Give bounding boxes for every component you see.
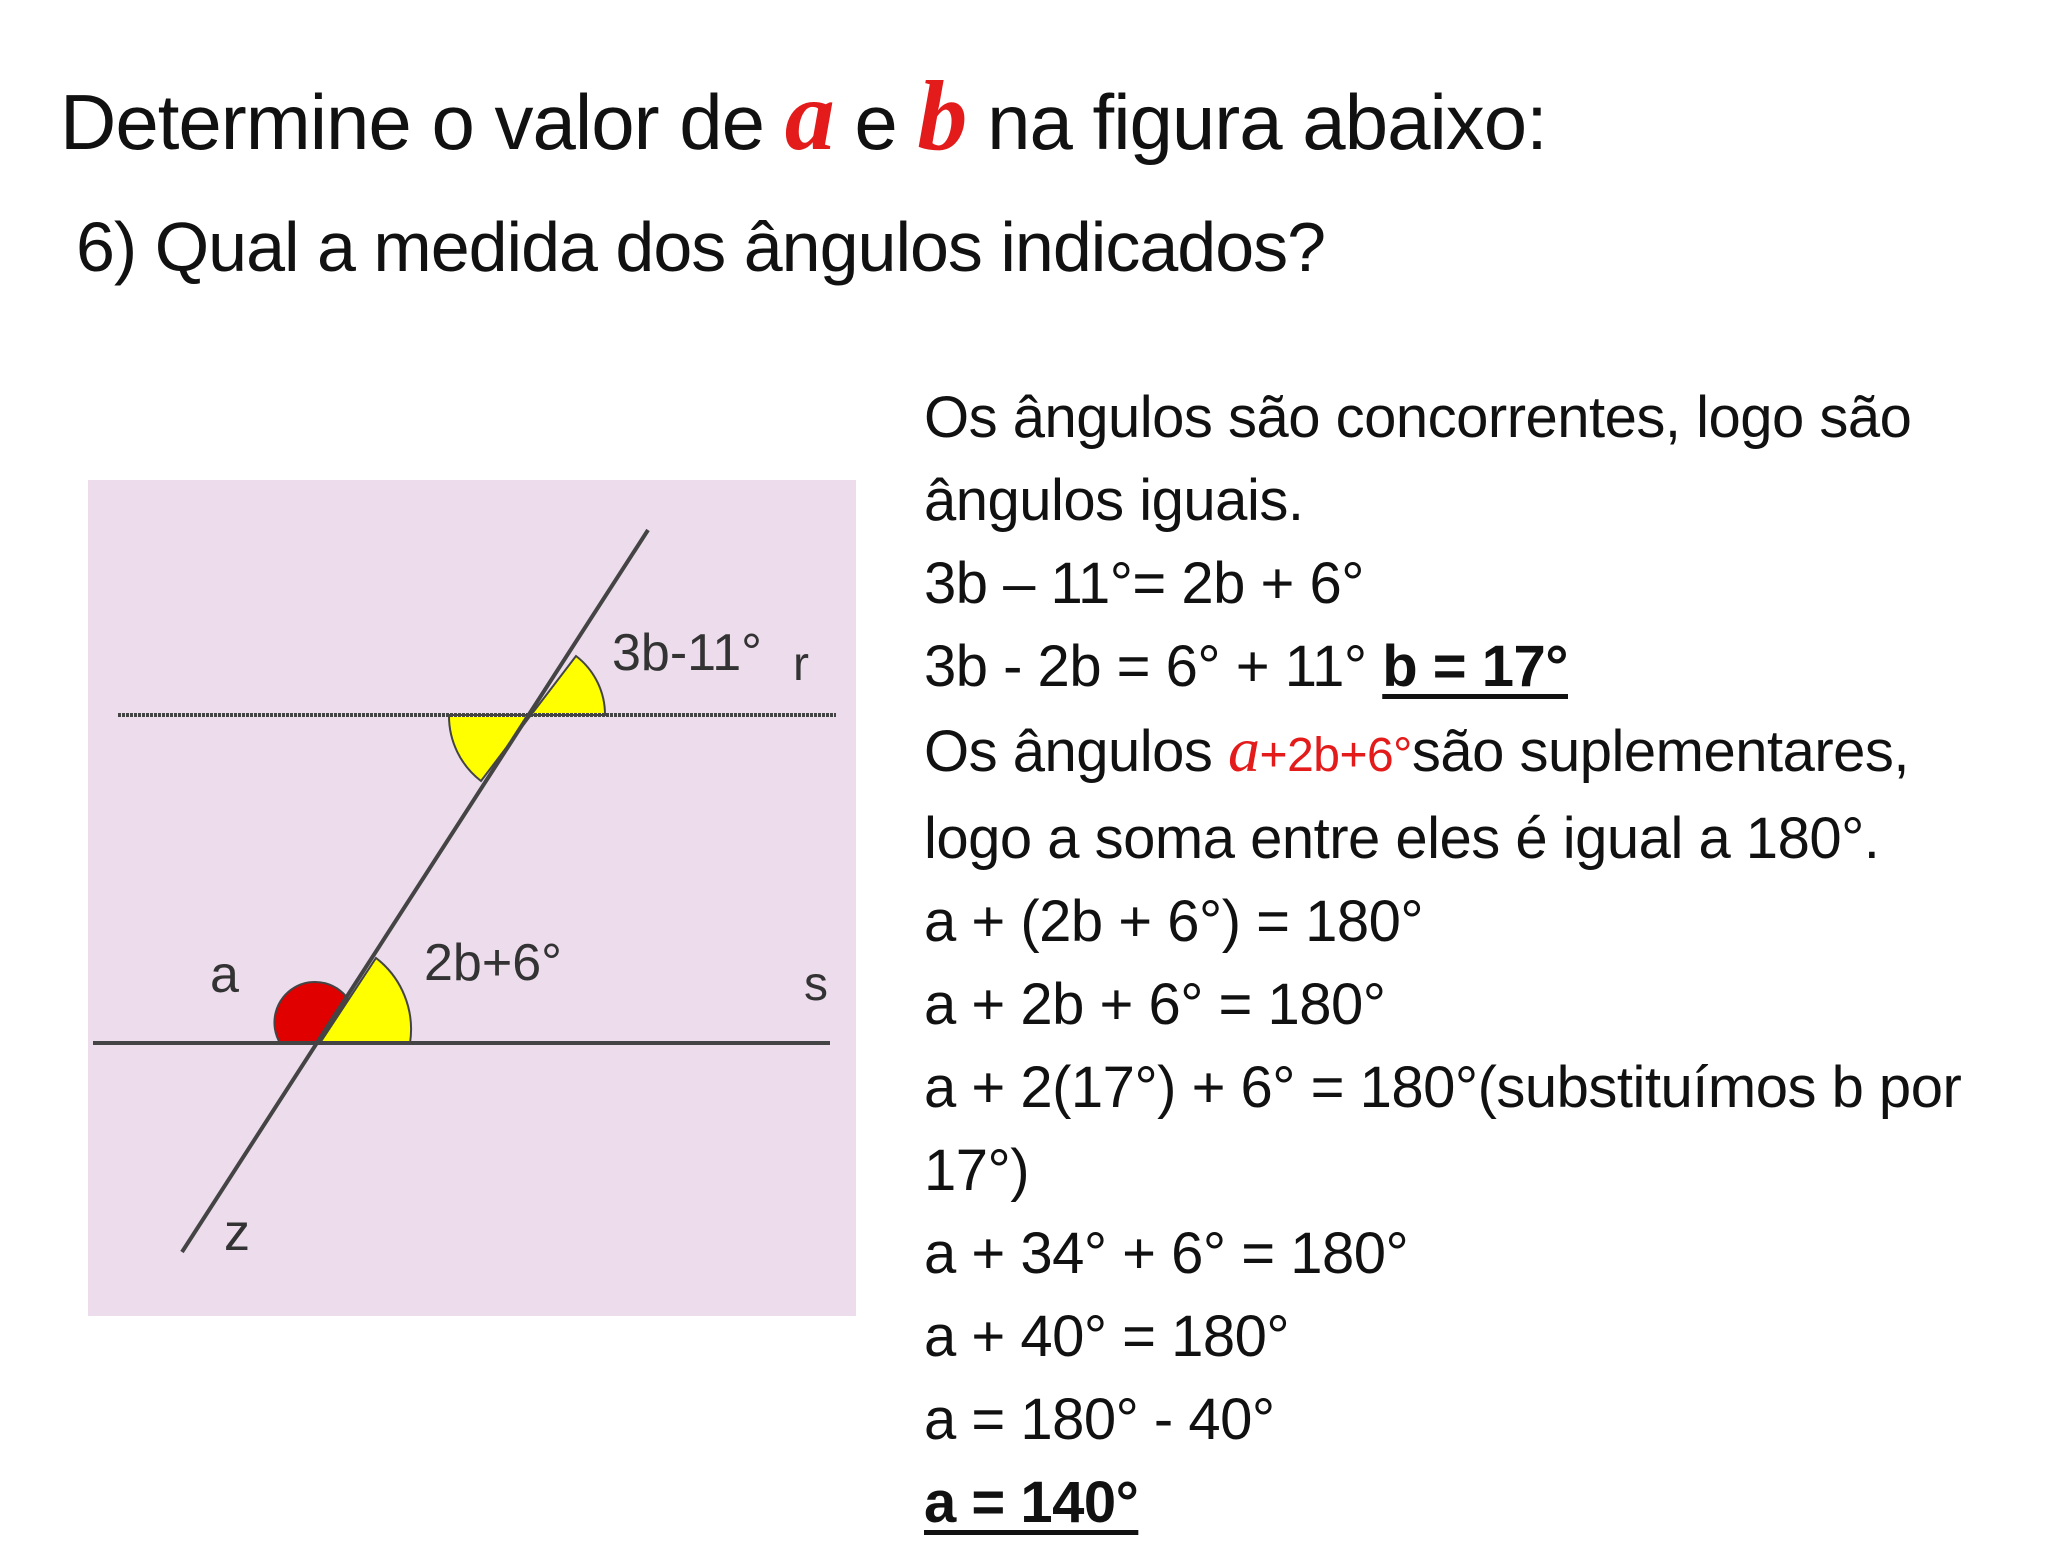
angle-top-sector — [531, 656, 605, 715]
title-variable-b: b — [917, 60, 967, 171]
solution-line-4-suffix: são suplementares, — [1411, 719, 1910, 784]
solution-line-3-equation: 3b - 2b = 6° + 11° — [924, 634, 1367, 699]
solution-line-4-variable: a — [1228, 714, 1260, 785]
solution-line-4-expression: +2b+6° — [1259, 729, 1412, 782]
label-angle-top: 3b-11° — [612, 624, 762, 682]
answer-a: a = 140° — [924, 1470, 1139, 1535]
solution-line-8: a + 2(17°) + 6° = 180°(substituímos b por 17°) — [924, 1055, 1962, 1203]
solution-text — [924, 376, 2034, 1544]
solution-line-2: 3b – 11°= 2b + 6° — [924, 551, 1364, 616]
solution-line-5: logo a soma entre eles é igual a 180°. — [924, 806, 1880, 871]
answer-b: b = 17° — [1382, 634, 1568, 699]
solution-line-4 — [924, 708, 2034, 797]
solution-answer-a — [924, 1461, 2034, 1544]
solution-line-11: a = 180° - 40° — [924, 1387, 1275, 1452]
figure-drawing — [88, 480, 856, 1316]
question-text: 6) Qual a medida dos ângulos indicados? — [76, 208, 1326, 286]
angle-opposite-sector — [449, 715, 531, 781]
title-prefix: Determine o valor de — [60, 78, 765, 166]
label-angle-a: a — [210, 946, 239, 1004]
solution-line-1: Os ângulos são concorrentes, logo são ângulos iguais. — [924, 385, 1912, 533]
solution-line-4-prefix: Os ângulos — [924, 719, 1213, 784]
title-variable-a: a — [784, 60, 834, 171]
transversal-z — [182, 530, 648, 1252]
title-conjunction: e — [854, 78, 897, 166]
solution-line-10: a + 40° = 180° — [924, 1304, 1290, 1369]
solution-line-3 — [924, 625, 2034, 708]
label-line-s: s — [804, 958, 828, 1011]
parallel-lines-figure — [88, 480, 856, 1316]
page-title — [60, 60, 1547, 171]
title-suffix: na figura abaixo: — [987, 78, 1547, 166]
label-line-r: r — [793, 638, 809, 691]
label-angle-bottom: 2b+6° — [424, 934, 562, 992]
solution-line-7: a + 2b + 6° = 180° — [924, 972, 1386, 1037]
solution-line-6: a + (2b + 6°) = 180° — [924, 889, 1424, 954]
solution-line-9: a + 34° + 6° = 180° — [924, 1221, 1409, 1286]
label-line-z: z — [224, 1204, 250, 1262]
